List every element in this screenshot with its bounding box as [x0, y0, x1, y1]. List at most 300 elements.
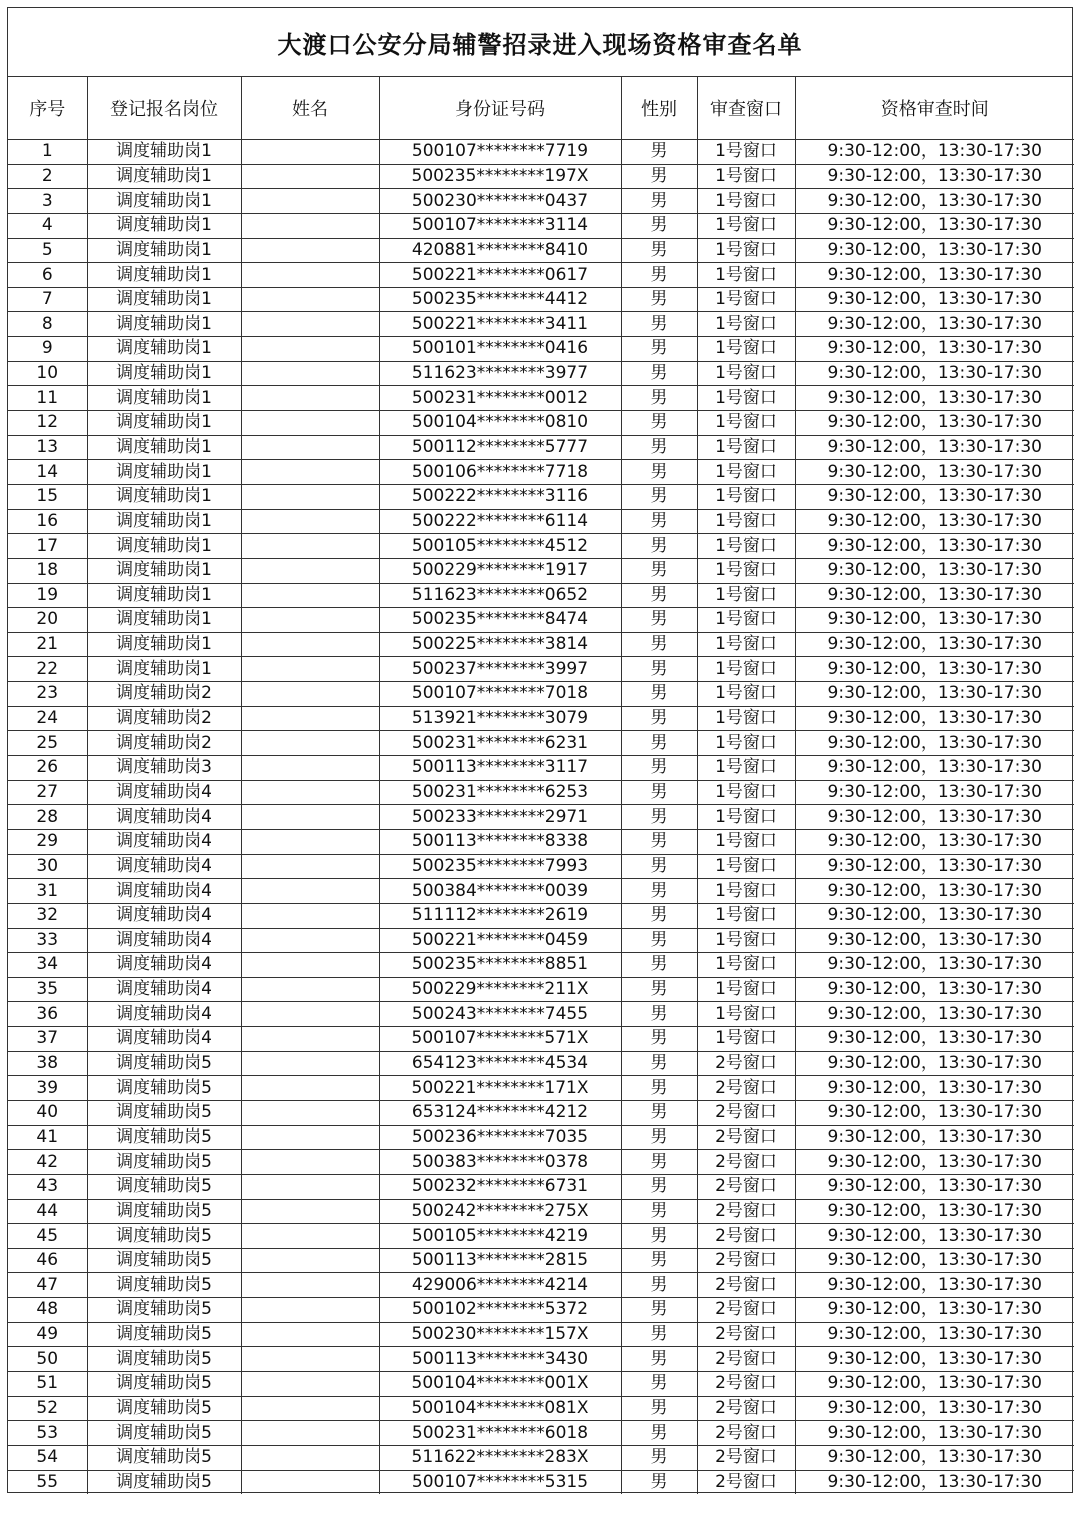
row-gender: 男	[621, 608, 697, 633]
table-row	[8, 977, 1074, 1002]
table-row	[8, 706, 1074, 731]
row-name	[241, 1125, 379, 1150]
row-window: 1号窗口	[697, 977, 795, 1002]
row-id-number: 500222********3116	[379, 484, 621, 509]
table-row	[8, 263, 1074, 288]
table-row	[8, 829, 1074, 854]
row-gender: 男	[621, 1396, 697, 1421]
row-window: 1号窗口	[697, 140, 795, 165]
row-index: 1	[8, 140, 87, 165]
row-index: 50	[8, 1347, 87, 1372]
row-gender: 男	[621, 903, 697, 928]
row-window: 2号窗口	[697, 1248, 795, 1273]
document-title: 大渡口公安分局辅警招录进入现场资格审查名单	[8, 8, 1072, 77]
row-window: 1号窗口	[697, 484, 795, 509]
row-review-time: 9:30-12:00，13:30-17:30	[795, 558, 1074, 583]
row-gender: 男	[621, 484, 697, 509]
table-row	[8, 1125, 1074, 1150]
row-name	[241, 164, 379, 189]
row-id-number: 511623********3977	[379, 361, 621, 386]
row-name	[241, 977, 379, 1002]
row-id-number: 500384********0039	[379, 879, 621, 904]
row-position: 调度辅助岗4	[87, 903, 241, 928]
row-gender: 男	[621, 1125, 697, 1150]
row-gender: 男	[621, 682, 697, 707]
row-index: 24	[8, 706, 87, 731]
row-index: 33	[8, 928, 87, 953]
row-name	[241, 1150, 379, 1175]
row-review-time: 9:30-12:00，13:30-17:30	[795, 435, 1074, 460]
row-position: 调度辅助岗4	[87, 1002, 241, 1027]
row-window: 1号窗口	[697, 854, 795, 879]
row-id-number: 500231********6253	[379, 780, 621, 805]
row-index: 34	[8, 953, 87, 978]
document-sheet	[7, 7, 1073, 1493]
row-review-time: 9:30-12:00，13:30-17:30	[795, 583, 1074, 608]
row-id-number: 654123********4534	[379, 1051, 621, 1076]
table-row	[8, 238, 1074, 263]
table-row	[8, 854, 1074, 879]
header-position: 登记报名岗位	[87, 77, 241, 140]
row-review-time: 9:30-12:00，13:30-17:30	[795, 164, 1074, 189]
row-window: 2号窗口	[697, 1396, 795, 1421]
row-gender: 男	[621, 583, 697, 608]
row-index: 17	[8, 534, 87, 559]
row-window: 1号窗口	[697, 903, 795, 928]
row-position: 调度辅助岗5	[87, 1298, 241, 1323]
row-name	[241, 558, 379, 583]
table-row	[8, 632, 1074, 657]
row-id-number: 500113********3430	[379, 1347, 621, 1372]
row-position: 调度辅助岗1	[87, 386, 241, 411]
row-window: 1号窗口	[697, 780, 795, 805]
row-review-time: 9:30-12:00，13:30-17:30	[795, 1470, 1074, 1494]
table-row	[8, 312, 1074, 337]
row-id-number: 500237********3997	[379, 657, 621, 682]
row-index: 37	[8, 1027, 87, 1052]
row-review-time: 9:30-12:00，13:30-17:30	[795, 238, 1074, 263]
row-gender: 男	[621, 977, 697, 1002]
row-review-time: 9:30-12:00，13:30-17:30	[795, 953, 1074, 978]
row-position: 调度辅助岗1	[87, 361, 241, 386]
row-gender: 男	[621, 1174, 697, 1199]
row-review-time: 9:30-12:00，13:30-17:30	[795, 1224, 1074, 1249]
row-window: 1号窗口	[697, 164, 795, 189]
row-gender: 男	[621, 1002, 697, 1027]
row-position: 调度辅助岗1	[87, 140, 241, 165]
row-name	[241, 583, 379, 608]
row-window: 1号窗口	[697, 657, 795, 682]
row-index: 32	[8, 903, 87, 928]
row-gender: 男	[621, 140, 697, 165]
row-id-number: 513921********3079	[379, 706, 621, 731]
row-position: 调度辅助岗5	[87, 1273, 241, 1298]
row-window: 1号窗口	[697, 534, 795, 559]
row-name	[241, 731, 379, 756]
table-row	[8, 386, 1074, 411]
row-gender: 男	[621, 632, 697, 657]
row-index: 53	[8, 1421, 87, 1446]
row-gender: 男	[621, 361, 697, 386]
row-name	[241, 879, 379, 904]
row-name	[241, 1322, 379, 1347]
row-window: 1号窗口	[697, 682, 795, 707]
row-position: 调度辅助岗1	[87, 238, 241, 263]
row-id-number: 653124********4212	[379, 1100, 621, 1125]
row-window: 2号窗口	[697, 1322, 795, 1347]
row-name	[241, 1347, 379, 1372]
row-name	[241, 1199, 379, 1224]
row-id-number: 500230********0437	[379, 189, 621, 214]
row-name	[241, 756, 379, 781]
row-review-time: 9:30-12:00，13:30-17:30	[795, 731, 1074, 756]
row-window: 1号窗口	[697, 509, 795, 534]
row-review-time: 9:30-12:00，13:30-17:30	[795, 1347, 1074, 1372]
row-gender: 男	[621, 1470, 697, 1494]
row-position: 调度辅助岗2	[87, 682, 241, 707]
row-id-number: 500112********5777	[379, 435, 621, 460]
table-row	[8, 756, 1074, 781]
row-index: 44	[8, 1199, 87, 1224]
table-row	[8, 953, 1074, 978]
row-name	[241, 1470, 379, 1494]
row-id-number: 500107********5315	[379, 1470, 621, 1494]
row-id-number: 500105********4219	[379, 1224, 621, 1249]
row-window: 2号窗口	[697, 1273, 795, 1298]
row-review-time: 9:30-12:00，13:30-17:30	[795, 1421, 1074, 1446]
row-gender: 男	[621, 1150, 697, 1175]
row-window: 1号窗口	[697, 337, 795, 362]
row-position: 调度辅助岗1	[87, 509, 241, 534]
row-gender: 男	[621, 1199, 697, 1224]
table-body	[8, 140, 1074, 1495]
row-id-number: 511622********283X	[379, 1445, 621, 1470]
row-gender: 男	[621, 1273, 697, 1298]
row-position: 调度辅助岗1	[87, 287, 241, 312]
row-review-time: 9:30-12:00，13:30-17:30	[795, 854, 1074, 879]
row-name	[241, 140, 379, 165]
row-position: 调度辅助岗4	[87, 879, 241, 904]
row-index: 8	[8, 312, 87, 337]
table-row	[8, 435, 1074, 460]
row-id-number: 500113********8338	[379, 829, 621, 854]
table-row	[8, 1150, 1074, 1175]
row-window: 1号窗口	[697, 706, 795, 731]
table-row	[8, 1322, 1074, 1347]
row-position: 调度辅助岗4	[87, 928, 241, 953]
row-index: 29	[8, 829, 87, 854]
table-row	[8, 1347, 1074, 1372]
row-position: 调度辅助岗2	[87, 731, 241, 756]
table-row	[8, 140, 1074, 165]
row-position: 调度辅助岗5	[87, 1100, 241, 1125]
row-gender: 男	[621, 1027, 697, 1052]
row-position: 调度辅助岗5	[87, 1470, 241, 1494]
row-gender: 男	[621, 509, 697, 534]
row-window: 1号窗口	[697, 829, 795, 854]
table-row	[8, 509, 1074, 534]
row-window: 1号窗口	[697, 361, 795, 386]
row-review-time: 9:30-12:00，13:30-17:30	[795, 1027, 1074, 1052]
row-name	[241, 534, 379, 559]
row-name	[241, 386, 379, 411]
row-position: 调度辅助岗5	[87, 1125, 241, 1150]
row-window: 1号窗口	[697, 287, 795, 312]
row-id-number: 500221********171X	[379, 1076, 621, 1101]
table-row	[8, 1372, 1074, 1397]
row-position: 调度辅助岗5	[87, 1150, 241, 1175]
row-gender: 男	[621, 928, 697, 953]
row-index: 9	[8, 337, 87, 362]
row-name	[241, 238, 379, 263]
row-gender: 男	[621, 953, 697, 978]
row-index: 45	[8, 1224, 87, 1249]
table-header-row	[8, 77, 1074, 140]
row-review-time: 9:30-12:00，13:30-17:30	[795, 829, 1074, 854]
row-index: 38	[8, 1051, 87, 1076]
row-id-number: 500235********7993	[379, 854, 621, 879]
row-position: 调度辅助岗5	[87, 1445, 241, 1470]
row-id-number: 500230********157X	[379, 1322, 621, 1347]
row-review-time: 9:30-12:00，13:30-17:30	[795, 189, 1074, 214]
row-review-time: 9:30-12:00，13:30-17:30	[795, 312, 1074, 337]
row-index: 10	[8, 361, 87, 386]
row-id-number: 500235********8851	[379, 953, 621, 978]
row-window: 1号窗口	[697, 460, 795, 485]
row-position: 调度辅助岗5	[87, 1322, 241, 1347]
table-row	[8, 1199, 1074, 1224]
row-id-number: 500221********0459	[379, 928, 621, 953]
row-position: 调度辅助岗5	[87, 1051, 241, 1076]
table-row	[8, 558, 1074, 583]
table-row	[8, 411, 1074, 436]
row-index: 30	[8, 854, 87, 879]
row-review-time: 9:30-12:00，13:30-17:30	[795, 361, 1074, 386]
row-window: 1号窗口	[697, 756, 795, 781]
row-id-number: 500101********0416	[379, 337, 621, 362]
row-id-number: 500225********3814	[379, 632, 621, 657]
table-row	[8, 534, 1074, 559]
row-window: 1号窗口	[697, 928, 795, 953]
row-id-number: 429006********4214	[379, 1273, 621, 1298]
table-row	[8, 484, 1074, 509]
table-row	[8, 1396, 1074, 1421]
row-name	[241, 1273, 379, 1298]
row-review-time: 9:30-12:00，13:30-17:30	[795, 1248, 1074, 1273]
row-name	[241, 953, 379, 978]
row-review-time: 9:30-12:00，13:30-17:30	[795, 756, 1074, 781]
row-id-number: 500102********5372	[379, 1298, 621, 1323]
row-id-number: 500229********211X	[379, 977, 621, 1002]
row-window: 2号窗口	[697, 1150, 795, 1175]
row-position: 调度辅助岗4	[87, 829, 241, 854]
row-position: 调度辅助岗1	[87, 213, 241, 238]
row-name	[241, 682, 379, 707]
row-position: 调度辅助岗4	[87, 953, 241, 978]
table-row	[8, 1174, 1074, 1199]
row-review-time: 9:30-12:00，13:30-17:30	[795, 1174, 1074, 1199]
row-id-number: 500236********7035	[379, 1125, 621, 1150]
row-index: 4	[8, 213, 87, 238]
row-review-time: 9:30-12:00，13:30-17:30	[795, 1100, 1074, 1125]
row-review-time: 9:30-12:00，13:30-17:30	[795, 780, 1074, 805]
row-review-time: 9:30-12:00，13:30-17:30	[795, 903, 1074, 928]
row-index: 6	[8, 263, 87, 288]
row-position: 调度辅助岗1	[87, 189, 241, 214]
row-window: 1号窗口	[697, 435, 795, 460]
table-row	[8, 1051, 1074, 1076]
row-name	[241, 460, 379, 485]
row-gender: 男	[621, 1248, 697, 1273]
table-row	[8, 1027, 1074, 1052]
row-gender: 男	[621, 287, 697, 312]
table-row	[8, 608, 1074, 633]
row-gender: 男	[621, 337, 697, 362]
row-review-time: 9:30-12:00，13:30-17:30	[795, 1445, 1074, 1470]
table-row	[8, 1421, 1074, 1446]
table-row	[8, 903, 1074, 928]
row-index: 3	[8, 189, 87, 214]
row-id-number: 500107********571X	[379, 1027, 621, 1052]
header-index: 序号	[8, 77, 87, 140]
row-index: 12	[8, 411, 87, 436]
row-gender: 男	[621, 164, 697, 189]
row-index: 46	[8, 1248, 87, 1273]
table-row	[8, 780, 1074, 805]
row-position: 调度辅助岗5	[87, 1396, 241, 1421]
row-gender: 男	[621, 213, 697, 238]
row-review-time: 9:30-12:00，13:30-17:30	[795, 657, 1074, 682]
row-window: 1号窗口	[697, 386, 795, 411]
row-position: 调度辅助岗3	[87, 756, 241, 781]
row-position: 调度辅助岗1	[87, 484, 241, 509]
row-window: 2号窗口	[697, 1470, 795, 1494]
table-row	[8, 1224, 1074, 1249]
row-review-time: 9:30-12:00，13:30-17:30	[795, 509, 1074, 534]
row-id-number: 500222********6114	[379, 509, 621, 534]
table-row	[8, 682, 1074, 707]
row-id-number: 500221********0617	[379, 263, 621, 288]
row-id-number: 511623********0652	[379, 583, 621, 608]
review-list-table	[8, 77, 1074, 1494]
table-row	[8, 583, 1074, 608]
row-gender: 男	[621, 1372, 697, 1397]
row-gender: 男	[621, 879, 697, 904]
header-review-time: 资格审查时间	[795, 77, 1074, 140]
row-gender: 男	[621, 1051, 697, 1076]
row-position: 调度辅助岗4	[87, 977, 241, 1002]
row-gender: 男	[621, 435, 697, 460]
row-gender: 男	[621, 411, 697, 436]
row-name	[241, 657, 379, 682]
row-name	[241, 854, 379, 879]
row-index: 39	[8, 1076, 87, 1101]
row-position: 调度辅助岗4	[87, 854, 241, 879]
row-review-time: 9:30-12:00，13:30-17:30	[795, 706, 1074, 731]
row-review-time: 9:30-12:00，13:30-17:30	[795, 287, 1074, 312]
row-review-time: 9:30-12:00，13:30-17:30	[795, 1051, 1074, 1076]
row-name	[241, 263, 379, 288]
row-gender: 男	[621, 805, 697, 830]
row-index: 11	[8, 386, 87, 411]
row-id-number: 500113********3117	[379, 756, 621, 781]
row-index: 20	[8, 608, 87, 633]
row-window: 2号窗口	[697, 1100, 795, 1125]
row-review-time: 9:30-12:00，13:30-17:30	[795, 1199, 1074, 1224]
table-row	[8, 213, 1074, 238]
row-name	[241, 780, 379, 805]
row-window: 1号窗口	[697, 805, 795, 830]
row-window: 1号窗口	[697, 731, 795, 756]
row-name	[241, 608, 379, 633]
row-review-time: 9:30-12:00，13:30-17:30	[795, 1150, 1074, 1175]
row-window: 2号窗口	[697, 1174, 795, 1199]
row-gender: 男	[621, 312, 697, 337]
header-window: 审查窗口	[697, 77, 795, 140]
row-position: 调度辅助岗1	[87, 337, 241, 362]
row-gender: 男	[621, 1347, 697, 1372]
row-window: 1号窗口	[697, 1002, 795, 1027]
row-position: 调度辅助岗4	[87, 1027, 241, 1052]
row-name	[241, 1224, 379, 1249]
row-window: 2号窗口	[697, 1076, 795, 1101]
row-index: 16	[8, 509, 87, 534]
row-id-number: 500242********275X	[379, 1199, 621, 1224]
row-window: 2号窗口	[697, 1421, 795, 1446]
row-id-number: 500233********2971	[379, 805, 621, 830]
row-window: 2号窗口	[697, 1372, 795, 1397]
row-position: 调度辅助岗5	[87, 1248, 241, 1273]
row-id-number: 500105********4512	[379, 534, 621, 559]
row-review-time: 9:30-12:00，13:30-17:30	[795, 632, 1074, 657]
row-name	[241, 1445, 379, 1470]
row-gender: 男	[621, 238, 697, 263]
row-index: 2	[8, 164, 87, 189]
row-index: 15	[8, 484, 87, 509]
row-window: 1号窗口	[697, 189, 795, 214]
table-row	[8, 1002, 1074, 1027]
row-id-number: 500104********0810	[379, 411, 621, 436]
row-position: 调度辅助岗5	[87, 1421, 241, 1446]
row-gender: 男	[621, 534, 697, 559]
row-review-time: 9:30-12:00，13:30-17:30	[795, 263, 1074, 288]
row-name	[241, 509, 379, 534]
row-index: 25	[8, 731, 87, 756]
row-index: 47	[8, 1273, 87, 1298]
row-index: 26	[8, 756, 87, 781]
row-gender: 男	[621, 731, 697, 756]
row-name	[241, 706, 379, 731]
row-window: 2号窗口	[697, 1051, 795, 1076]
row-gender: 男	[621, 1445, 697, 1470]
row-position: 调度辅助岗1	[87, 164, 241, 189]
row-window: 1号窗口	[697, 1027, 795, 1052]
row-review-time: 9:30-12:00，13:30-17:30	[795, 608, 1074, 633]
row-name	[241, 213, 379, 238]
row-id-number: 500107********7719	[379, 140, 621, 165]
row-id-number: 500231********6018	[379, 1421, 621, 1446]
row-position: 调度辅助岗1	[87, 583, 241, 608]
row-review-time: 9:30-12:00，13:30-17:30	[795, 386, 1074, 411]
row-position: 调度辅助岗1	[87, 312, 241, 337]
table-row	[8, 1273, 1074, 1298]
row-position: 调度辅助岗1	[87, 534, 241, 559]
row-window: 2号窗口	[697, 1125, 795, 1150]
row-index: 22	[8, 657, 87, 682]
row-name	[241, 1051, 379, 1076]
row-gender: 男	[621, 706, 697, 731]
row-id-number: 500235********197X	[379, 164, 621, 189]
